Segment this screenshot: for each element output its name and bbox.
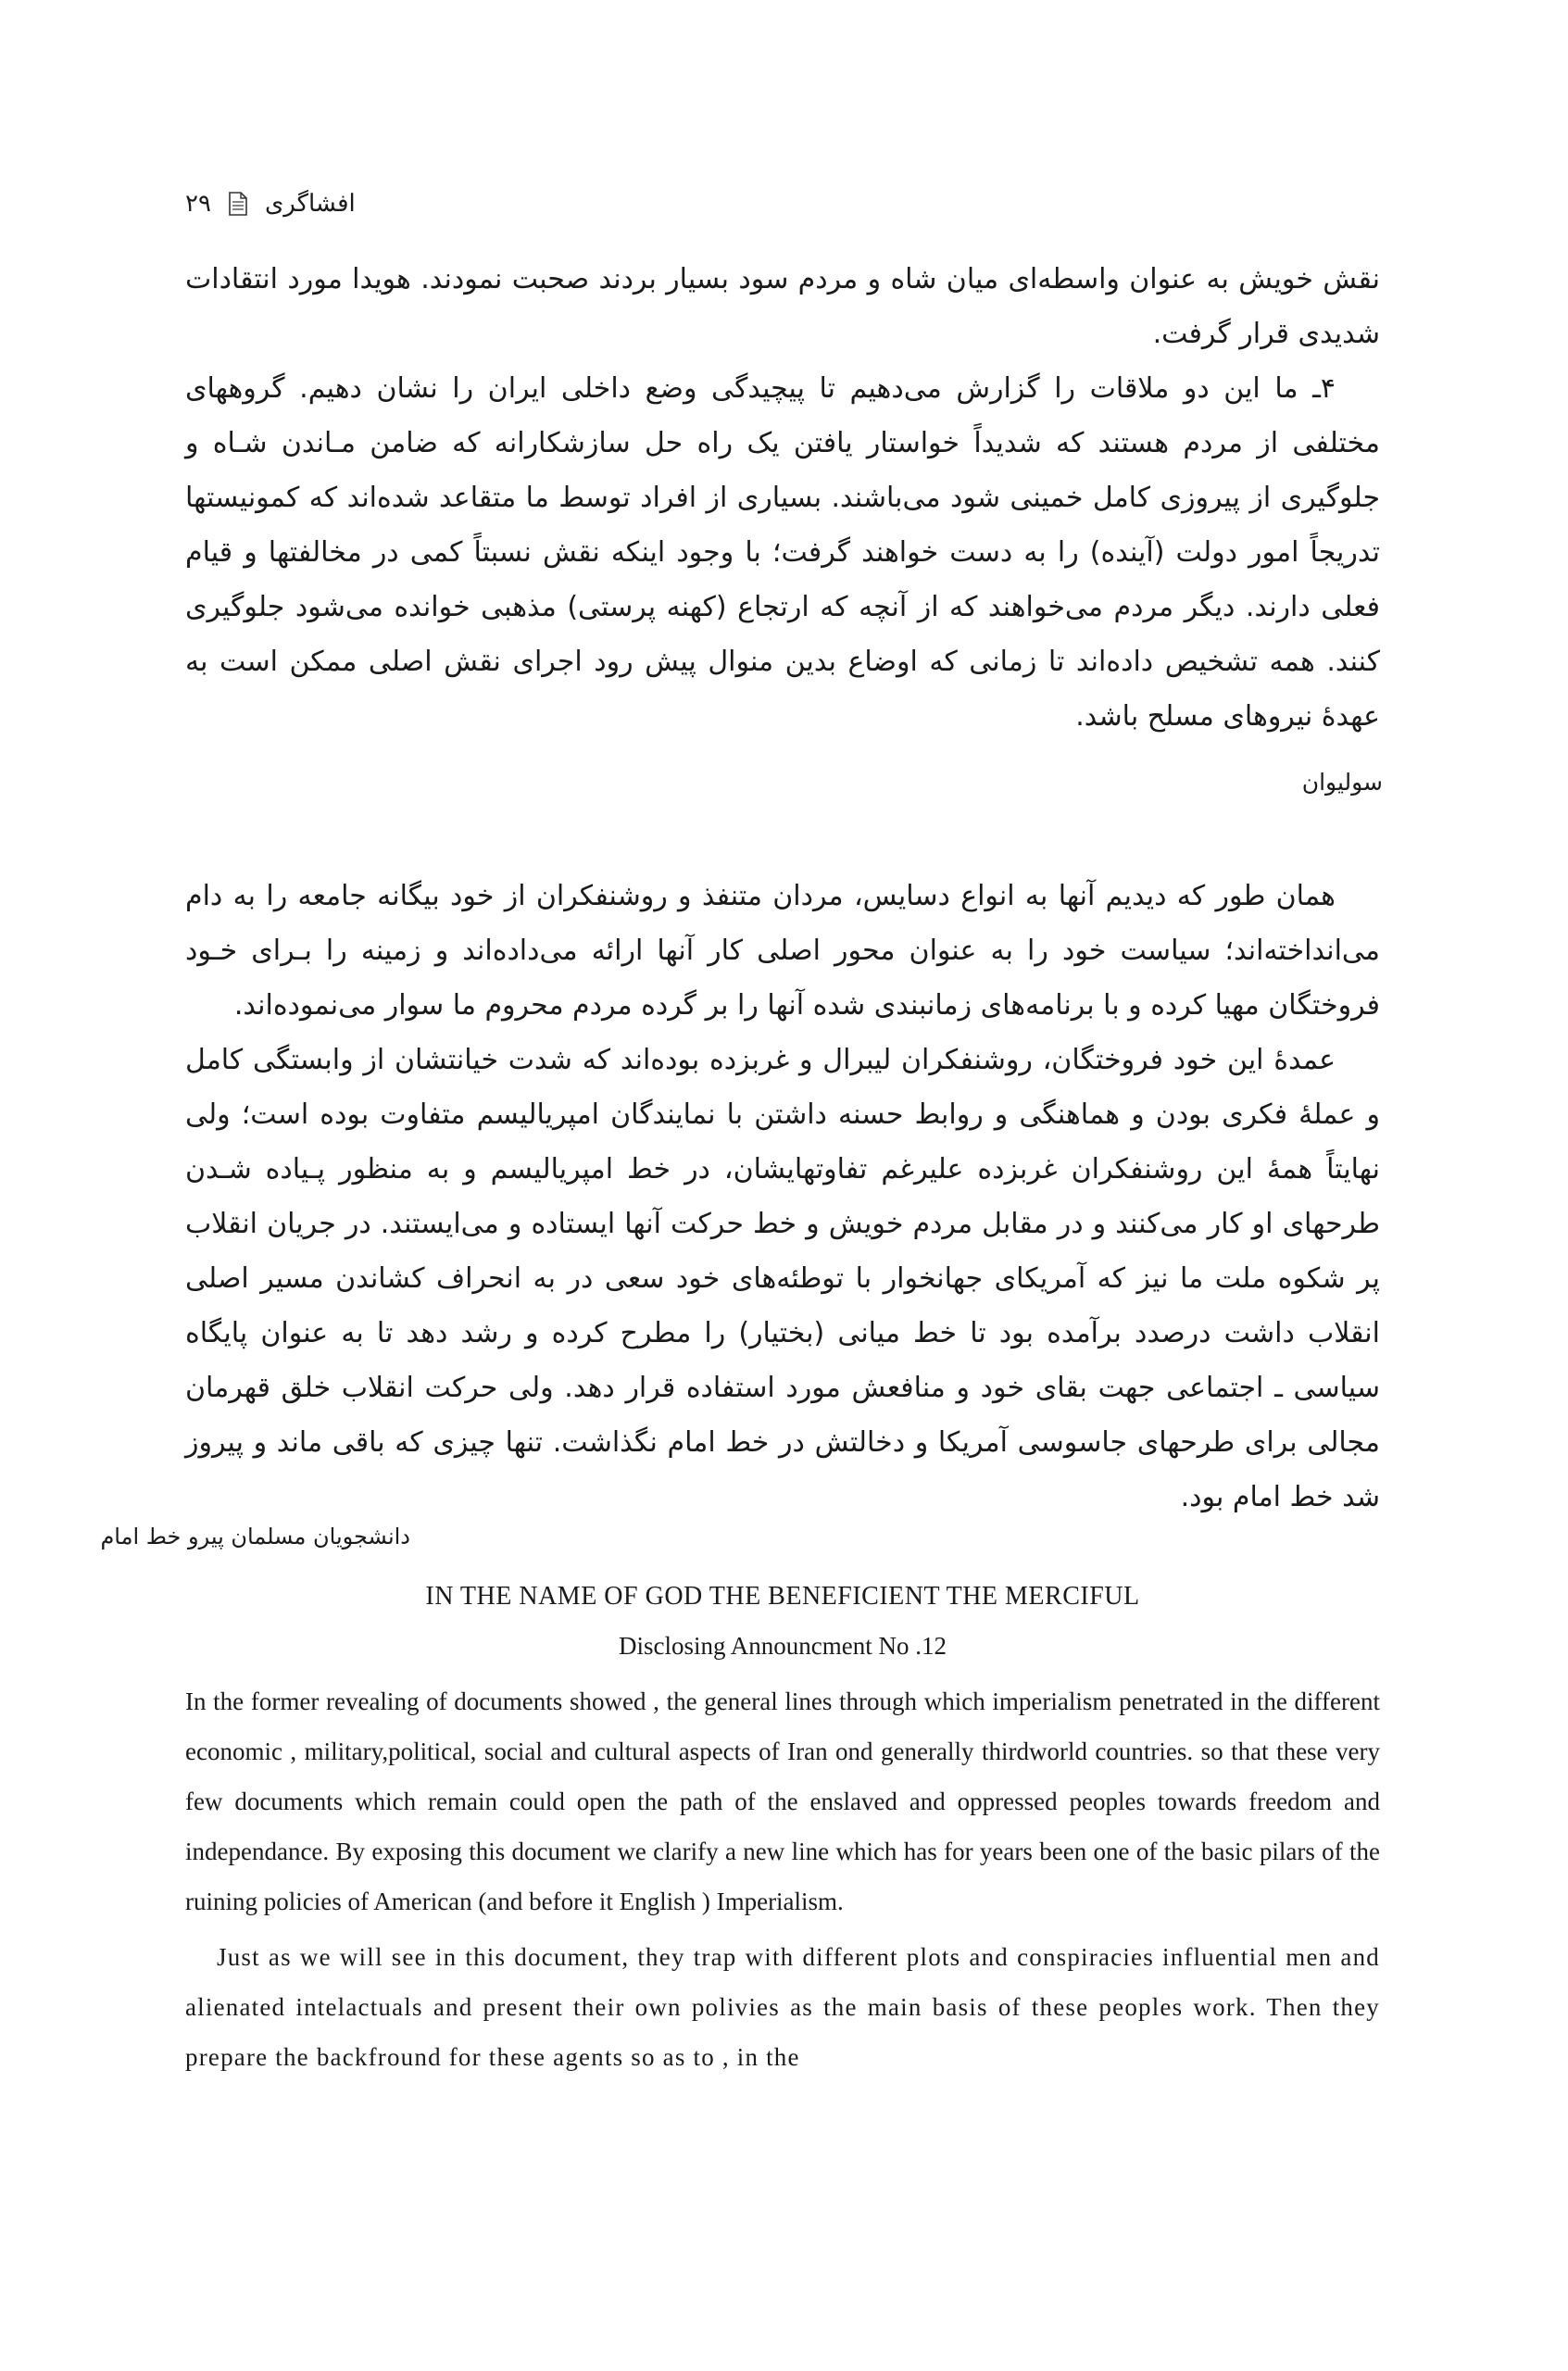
english-heading: IN THE NAME OF GOD THE BENEFICIENT THE MERCIFUL [425,1582,1140,1611]
paragraph-4: ۴ـ ما این دو ملاقات را گزارش می‌دهیم تا پیچیدگی وضع داخلی ایران را نشان دهیم. گروههای مختلفی از مردم هستند که شدیداً خواستار یافتن یک راه حل سازشکارانه که ضامن مـاندن شـاه و جلوگیری از پیروزی کامل خمینی شود می‌باشند. بسیاری از افراد توسط ما متقاعد شده‌اند که کمونیستها تدریجاً امور دولت (آینده) را به دست خواهند گرفت؛ با وجود اینکه نقش نسبتاً کمی در مخالفتها و قیام فعلی دارند. دیگر مردم می‌خواهند که از آنچه که ارتجاع (کهنه پرستی) مذهبی خوانده می‌شود جلوگیری کنند. همه تشخیص داده‌اند تا زمانی که اوضاع بدین منوال پیش رود اجرای نقش اصلی ممکن است به عهدهٔ نیروهای مسلح باشد. [185,372,1380,733]
signature-students: دانشجویان مسلمان پیرو خط امام [100,1524,410,1549]
signature-sullivan: سولیوان [1301,769,1383,796]
english-paragraph-2: Just as we will see in this document, they trap with different plots and conspiracies influential men and alienated intelactuals and present their own polivies as the main basis of these peoples work. Then they prepare the backfround for these agents so as to , in the [185,1943,1380,2071]
page-number: ۲۹ [185,190,211,218]
english-body [185,1676,1380,2082]
english-subheading: Disclosing Announcment No .12 [619,1632,947,1660]
running-title: افشاگری [264,190,356,218]
persian-section-1 [185,252,1380,744]
persian-section-2 [185,869,1380,1524]
paragraph-1: همان طور که دیدیم آنها به انواع دسایس، مردان متنفذ و روشنفکران از خود بیگانه جامعه را به دام می‌انداخته‌اند؛ سیاست خود را به عنوان محور اصلی کار آنها ارائه می‌داده‌اند و زمینه را بـرای خـود فروختگان مهیا کرده و با برنامه‌های زمانبندی شده آنها را بر گرده مردم محروم ما سوار می‌نموده‌اند. [185,880,1380,1022]
english-paragraph-1: In the former revealing of documents showed , the general lines through which imperialism penetrated in the different economic , military,political, social and cultural aspects of Iran ond generally thirdworld countries. so that these very few documents which remain could open the path of the enslaved and oppressed peoples towards freedom and independance. By exposing this document we clarify a new line which has for years been one of the basic pilars of the ruining policies of American (and before it English ) Imperialism. [185,1687,1380,1915]
document-icon [228,192,248,216]
paragraph-2: عمدهٔ این خود فروختگان، روشنفکران لیبرال و غربزده بوده‌اند که شدت خیانتشان از وابستگی کامل و عملهٔ فکری بودن و هماهنگی و روابط حسنه داشتن با نمایندگان امپریالیسم متفاوت بوده است؛ ولی نهایتاً همهٔ این روشنفکران غربزده علیرغم تفاوتهایشان، در خط امپریالیسم و به منظور پـیاده شـدن طرحهای او کار می‌کنند و در مقابل مردم خویش و خط حرکت آنها ایستاده و می‌ایستند. در جریان انقلاب پر شکوه ملت ما نیز که آمریکای جهانخوار با توطئه‌های خود سعی در به انحراف کشاندن مسیر اصلی انقلاب داشت درصدد برآمده بود تا خط میانی (بختیار) را مطرح کرده و رشد دهد تا به عنوان پایگاه سیاسی ـ اجتماعی جهت بقای خود و منافعش مورد استفاده قرار دهد. ولی حرکت انقلاب خلق قهرمان مجالی برای طرحهای جاسوسی آمریکا و دخالتش در خط امام نگذاشت. تنها چیزی که باقی ماند و پیروز شد خط امام بود. [185,1044,1380,1513]
page-header [185,190,356,218]
paragraph-intro: نقش خویش به عنوان واسطه‌ای میان شاه و مردم سود بسیار بردند صحبت نمودند. هویدا مورد انتقادات شدیدی قرار گرفت. [185,263,1380,350]
